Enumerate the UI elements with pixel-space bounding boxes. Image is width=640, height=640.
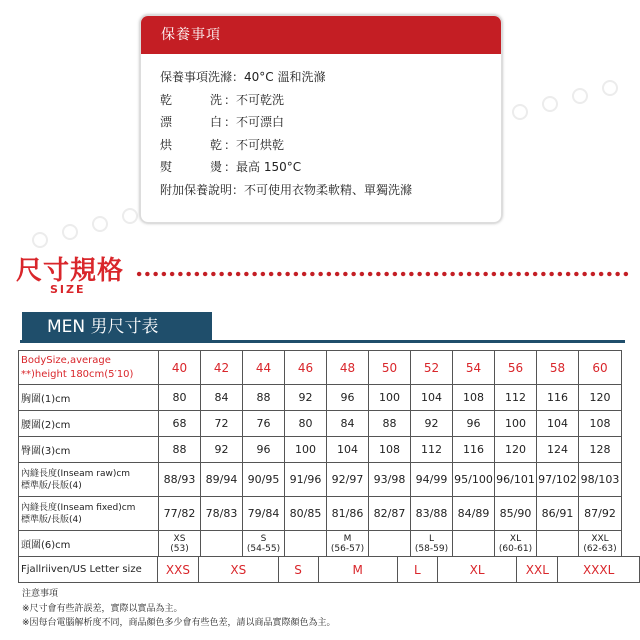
- letter-size-row: [19, 557, 640, 583]
- table-cell: 85/90: [495, 497, 537, 531]
- table-cell: 84: [327, 411, 369, 437]
- head-size-cell: [285, 531, 327, 557]
- note-line: ※因每台電腦解析度不同，商品顏色多少會有些色差，請以商品實際顏色為主。: [22, 618, 336, 628]
- head-size-letter: XS: [173, 533, 186, 544]
- table-cell: 112: [495, 385, 537, 411]
- table-cell: 108: [579, 411, 622, 437]
- size-section-title: 尺寸規格: [16, 256, 125, 286]
- table-cell: 92/97: [327, 463, 369, 497]
- care-row-dryclean: [160, 89, 501, 112]
- care-row-wash: [160, 66, 501, 89]
- table-cell: 97/102: [537, 463, 579, 497]
- head-size-cell: [159, 531, 201, 557]
- table-cell: 104: [537, 411, 579, 437]
- size-header: 50: [369, 351, 411, 385]
- care-sep: ：: [224, 92, 237, 107]
- head-size-cell: [243, 531, 285, 557]
- size-chart-table: [18, 350, 622, 557]
- head-size-cell: [201, 531, 243, 557]
- table-cell: 80/85: [285, 497, 327, 531]
- table-cell: 100: [285, 437, 327, 463]
- row-label: Fjallriiven/US Letter size: [19, 557, 158, 583]
- size-header: 56: [495, 351, 537, 385]
- table-row: [19, 463, 622, 497]
- letter-size-cell: L: [397, 557, 437, 583]
- care-key-b: 燙: [209, 160, 222, 174]
- table-cell: 84: [201, 385, 243, 411]
- row-label: 頭圍(6)cm: [19, 531, 159, 557]
- table-cell: 80: [285, 411, 327, 437]
- care-value: 不可烘乾: [236, 137, 285, 152]
- table-cell: 104: [327, 437, 369, 463]
- table-cell: 89/94: [201, 463, 243, 497]
- table-row: [19, 437, 622, 463]
- table-cell: 100: [369, 385, 411, 411]
- care-key-a: 熨: [160, 160, 173, 174]
- size-header: 44: [243, 351, 285, 385]
- table-cell: 120: [495, 437, 537, 463]
- size-header: 42: [201, 351, 243, 385]
- row-label: 胸圍(1)cm: [19, 385, 159, 411]
- table-cell: 108: [453, 385, 495, 411]
- table-cell: 92: [285, 385, 327, 411]
- care-value: 不可使用衣物柔軟精、單獨洗滌: [244, 182, 413, 197]
- care-key-a: 乾: [160, 92, 173, 107]
- head-size-row: [19, 531, 622, 557]
- care-title: 保養事項: [141, 16, 501, 54]
- letter-size-cell: M: [318, 557, 397, 583]
- row-label: 腰圍(2)cm: [19, 411, 159, 437]
- table-row: [19, 497, 622, 531]
- table-cell: 83/88: [411, 497, 453, 531]
- head-size-range: (60-61): [498, 543, 533, 554]
- head-size-cell: [453, 531, 495, 557]
- care-sep: ：: [232, 70, 245, 84]
- care-sep: ：: [224, 137, 237, 152]
- care-row-tumble: [160, 134, 501, 157]
- table-cell: 88/93: [159, 463, 201, 497]
- table-cell: 78/83: [201, 497, 243, 531]
- care-row-iron: [160, 156, 501, 179]
- care-sep: ：: [232, 182, 245, 197]
- head-size-range: (54-55): [246, 543, 281, 554]
- table-row: [19, 385, 622, 411]
- row-label-line1: 內縫長度(Inseam raw)cm: [21, 468, 131, 479]
- care-value: 不可乾洗: [236, 92, 285, 107]
- table-cell: 88: [243, 385, 285, 411]
- table-cell: 128: [579, 437, 622, 463]
- table-cell: 84/89: [453, 497, 495, 531]
- head-size-cell: [411, 531, 453, 557]
- table-cell: 96: [243, 437, 285, 463]
- table-cell: 116: [537, 385, 579, 411]
- tab-underline: [20, 340, 625, 343]
- notes-block: [22, 587, 336, 631]
- table-cell: 98/103: [579, 463, 622, 497]
- table-cell: 91/96: [285, 463, 327, 497]
- table-cell: 90/95: [243, 463, 285, 497]
- care-sep: ：: [224, 115, 237, 129]
- table-cell: 96: [453, 411, 495, 437]
- row-label: [19, 463, 159, 497]
- table-cell: 94/99: [411, 463, 453, 497]
- table-cell: 92: [411, 411, 453, 437]
- size-header: 46: [285, 351, 327, 385]
- letter-size-cell: XXS: [157, 557, 198, 583]
- head-size-letter: XXL: [591, 533, 609, 544]
- table-cell: 68: [159, 411, 201, 437]
- row-label: 臀圍(3)cm: [19, 437, 159, 463]
- head-size-letter: XL: [509, 533, 522, 544]
- table-cell: 80: [159, 385, 201, 411]
- table-cell: 95/100: [453, 463, 495, 497]
- row-label-line2: 標準版/長版(4): [21, 514, 82, 525]
- notes-title: 注意事項: [22, 589, 59, 599]
- header-label-line2: **)height 180cm(5′10): [21, 368, 134, 380]
- men-size-tab: MEN 男尺寸表: [22, 312, 212, 342]
- head-size-range: (53): [170, 543, 189, 554]
- letter-size-cell: XXL: [517, 557, 558, 583]
- note-line: ※尺寸會有些許誤差，實際以實品為主。: [22, 603, 183, 614]
- table-cell: 92: [201, 437, 243, 463]
- row-label-line1: 內縫長度(Inseam fixed)cm: [21, 502, 136, 513]
- care-value: 40°C 溫和洗滌: [244, 70, 326, 84]
- head-size-range: (56-57): [330, 543, 365, 554]
- head-size-cell: [327, 531, 369, 557]
- letter-size-table: [18, 556, 640, 583]
- table-cell: 108: [369, 437, 411, 463]
- care-key-b: 乾: [209, 137, 222, 152]
- care-instructions-panel: [140, 15, 502, 223]
- care-key-a: 烘: [160, 137, 173, 152]
- head-size-range: (58-59): [414, 543, 449, 554]
- table-cell: 120: [579, 385, 622, 411]
- letter-size-cell: XL: [437, 557, 517, 583]
- table-cell: 96/101: [495, 463, 537, 497]
- size-header: 58: [537, 351, 579, 385]
- size-header: 54: [453, 351, 495, 385]
- table-row: [19, 411, 622, 437]
- care-row-bleach: [160, 111, 501, 134]
- head-size-cell: [495, 531, 537, 557]
- table-cell: 87/92: [579, 497, 622, 531]
- size-header: 60: [579, 351, 622, 385]
- letter-size-cell: XS: [198, 557, 278, 583]
- table-cell: 76: [243, 411, 285, 437]
- table-cell: 88: [369, 411, 411, 437]
- head-size-letter: S: [260, 533, 267, 544]
- header-label-cell: [19, 351, 159, 385]
- care-value: 不可漂白: [236, 115, 285, 129]
- letter-size-cell: S: [278, 557, 318, 583]
- dotted-divider: [135, 270, 630, 278]
- size-header: 40: [159, 351, 201, 385]
- head-size-letter: L: [428, 533, 434, 544]
- table-cell: 112: [411, 437, 453, 463]
- table-cell: 96: [327, 385, 369, 411]
- care-key-a: 漂: [160, 115, 173, 129]
- care-row-additional: [160, 179, 501, 202]
- head-size-letter: M: [343, 533, 352, 544]
- care-key-b: 白: [209, 115, 222, 129]
- head-size-cell: [579, 531, 622, 557]
- table-cell: 81/86: [327, 497, 369, 531]
- care-key: 附加保養說明: [160, 182, 233, 197]
- head-size-cell: [369, 531, 411, 557]
- table-cell: 72: [201, 411, 243, 437]
- care-key: 保養事項洗滌: [160, 70, 233, 84]
- row-label: [19, 497, 159, 531]
- table-cell: 82/87: [369, 497, 411, 531]
- table-header-row: [19, 351, 622, 385]
- care-value: 最高 150°C: [236, 160, 302, 174]
- care-key-b: 洗: [209, 92, 222, 107]
- size-header: 52: [411, 351, 453, 385]
- size-header: 48: [327, 351, 369, 385]
- table-cell: 77/82: [159, 497, 201, 531]
- table-cell: 88: [159, 437, 201, 463]
- care-list: [141, 54, 501, 201]
- head-size-range: (62-63): [583, 543, 617, 554]
- table-cell: 79/84: [243, 497, 285, 531]
- row-label-line2: 標準版/長版(4): [21, 480, 82, 491]
- table-cell: 124: [537, 437, 579, 463]
- header-label-line1: BodySize,average: [21, 354, 111, 366]
- table-cell: 86/91: [537, 497, 579, 531]
- letter-size-cell: XXXL: [558, 557, 640, 583]
- table-cell: 93/98: [369, 463, 411, 497]
- head-size-cell: [537, 531, 579, 557]
- table-cell: 104: [411, 385, 453, 411]
- table-cell: 116: [453, 437, 495, 463]
- care-sep: ：: [224, 160, 237, 174]
- table-cell: 100: [495, 411, 537, 437]
- size-section-subtitle: SIZE: [50, 283, 86, 296]
